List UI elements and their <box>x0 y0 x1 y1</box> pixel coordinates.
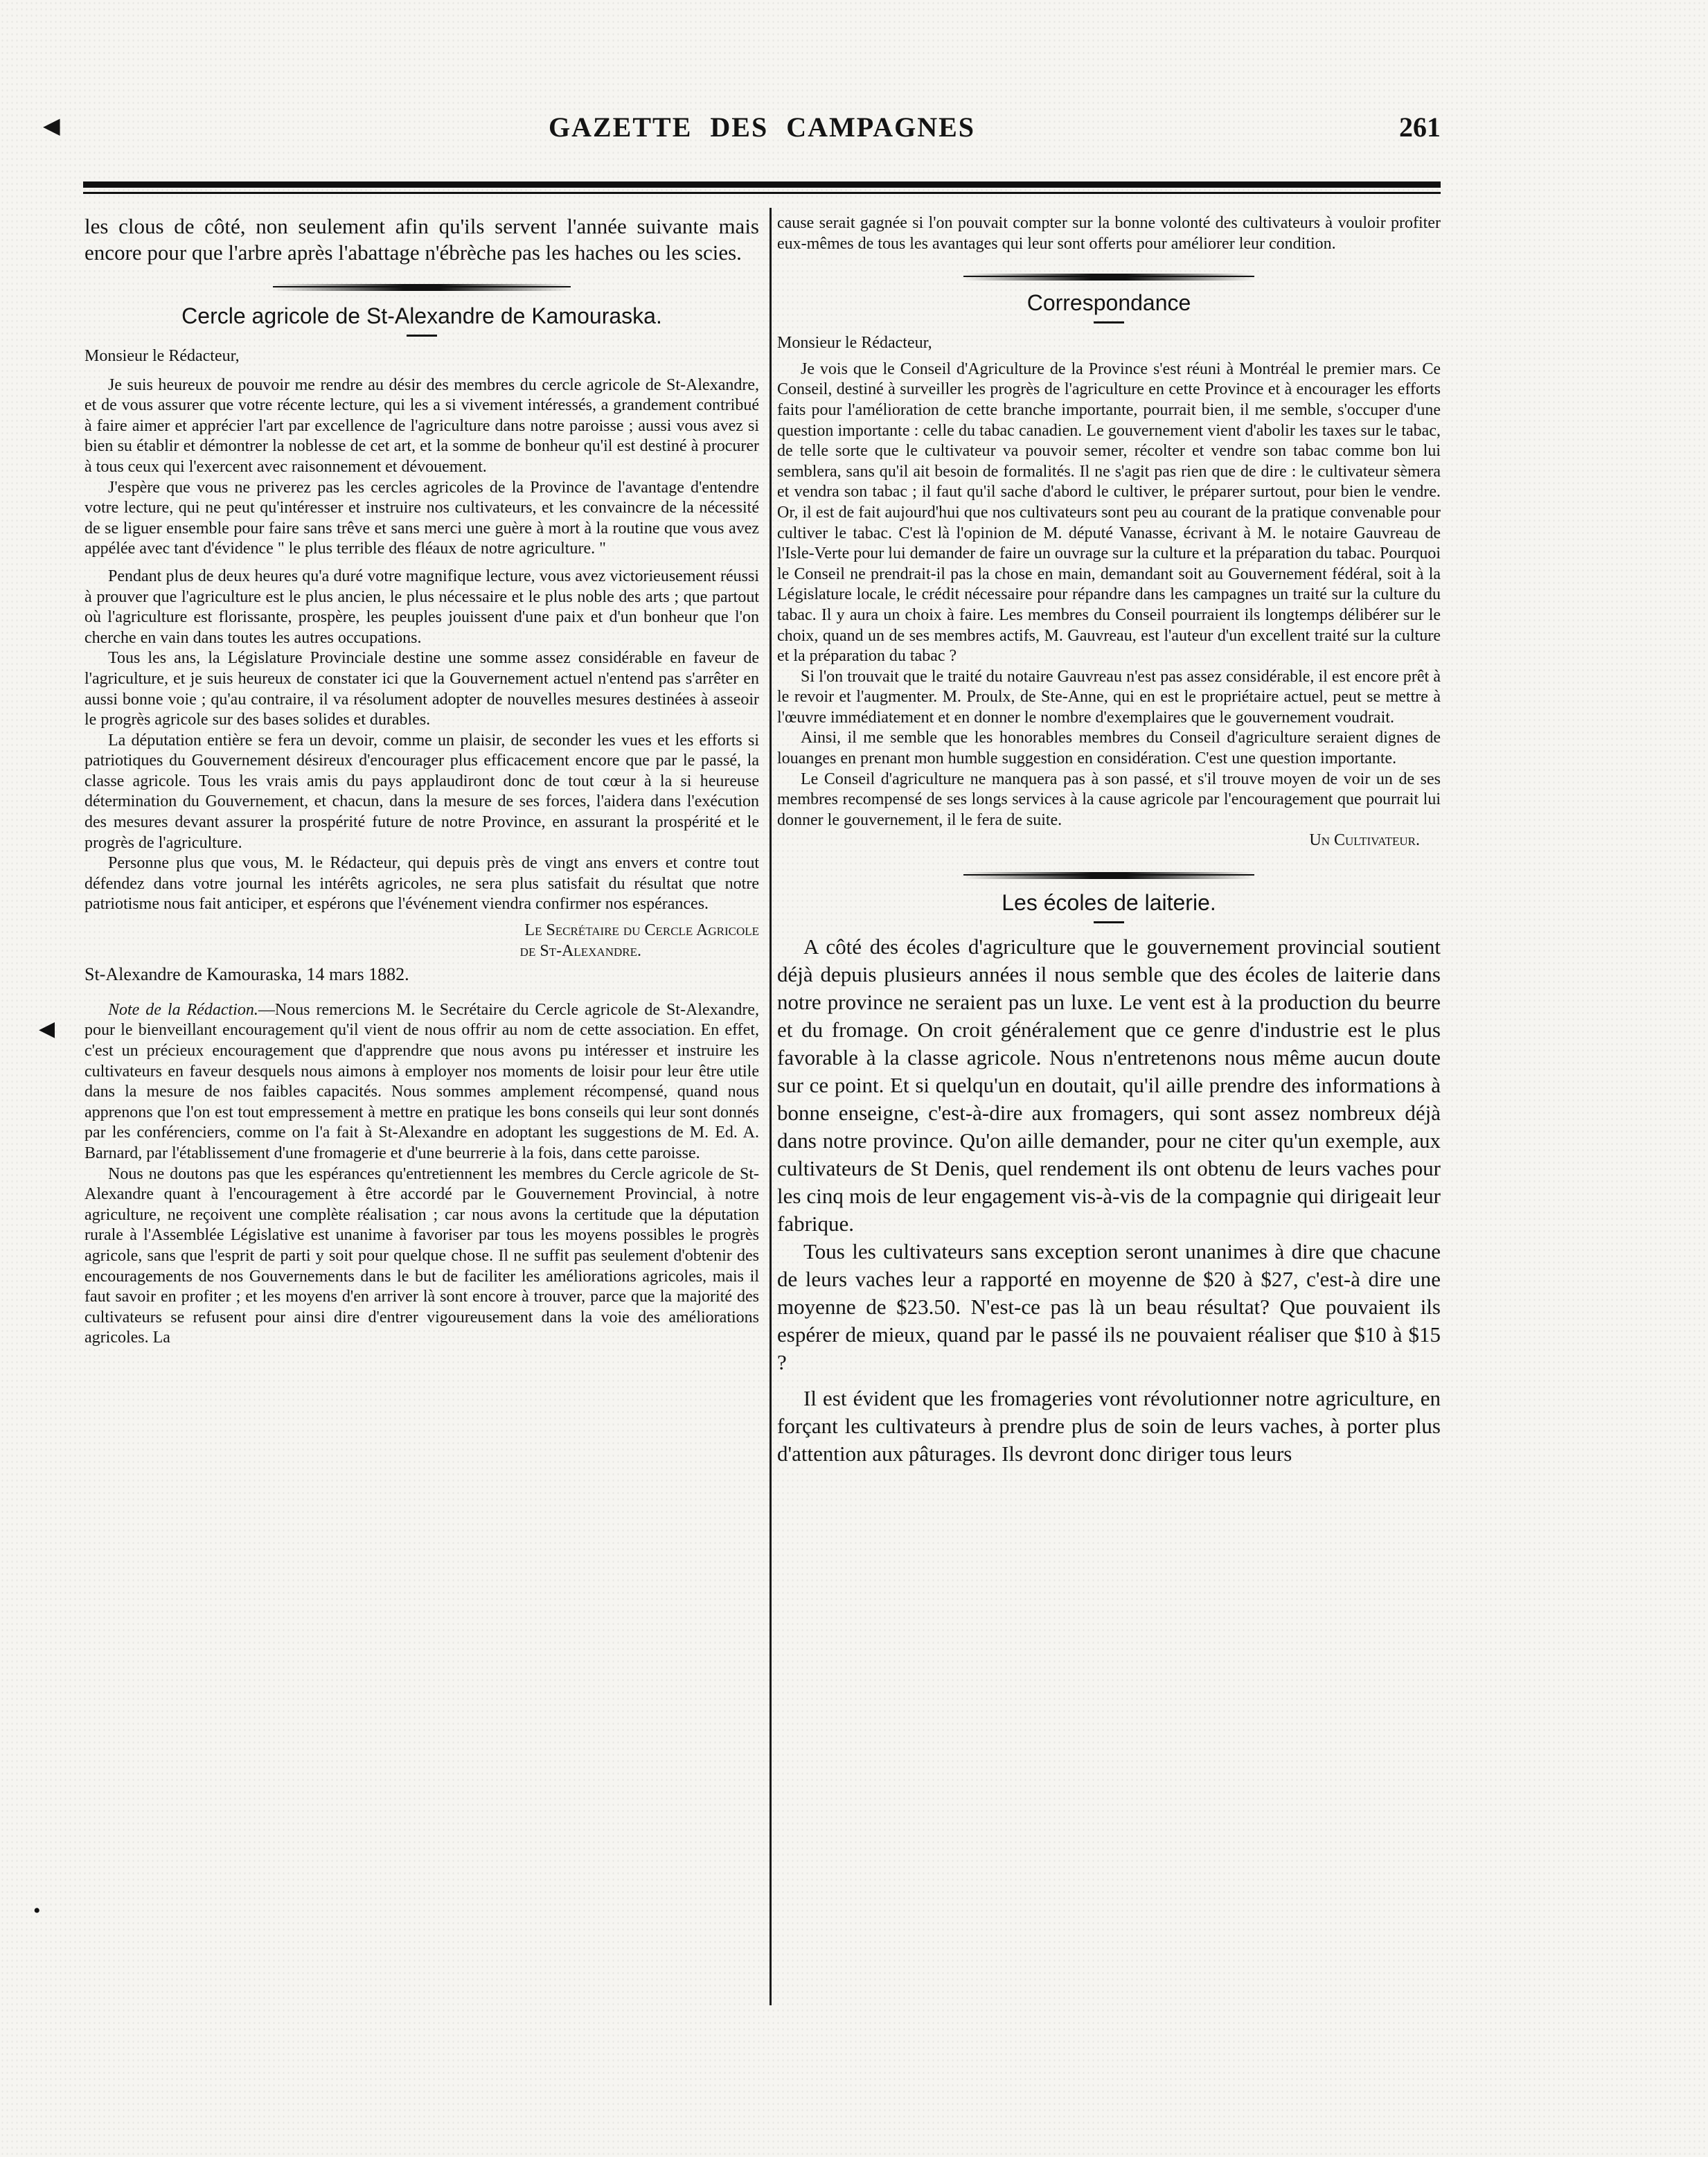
section-ornament <box>963 872 1254 879</box>
letter-paragraph: Si l'on trouvait que le traité du notaire Gauvreau n'est pas assez considérable, il est encore prêt à le revoir et l'augmenter. M. Proulx, de Ste-Anne, qui en est le propriétaire actuel, peut se mettre à l'œuvre immédiatement et en donner le nombre d'exemplaires que le gouvernement voudrait. <box>777 667 1441 727</box>
signature-line: Le Secrétaire du Cercle Agricole <box>524 921 759 940</box>
running-title: GAZETTE DES CAMPAGNES <box>548 112 975 143</box>
title-dash <box>1094 921 1124 923</box>
continuation-text: cause serait gagnée si l'on pouvait compter sur la bonne volonté des cultivateurs à vouloir profiter eux-mêmes de tous les avantages qui leur sont offerts pour améliorer leur condition. <box>777 214 1441 253</box>
salutation: Monsieur le Rédacteur, <box>84 347 240 365</box>
section-ornament <box>963 274 1254 281</box>
article-paragraph: Il est évident que les fromageries vont révolutionner notre agriculture, en forçant les cultivateurs à prendre plus de soin de leurs vaches, à porter plus d'attention aux pâturages. Ils devront donc diriger tous leurs <box>777 1386 1441 1466</box>
letter-paragraph: Pendant plus de deux heures qu'a duré votre magnifique lecture, vous avez victorieusement réussi à prouver que l'agriculture est le plus ancien, le plus nécessaire et le plus noble des arts ; que partout où l'agriculture est florissante, prospère, les peuples jouissent d'une paix et d'un bonheur que l'on cherche en vain dans toutes les autres occupations. <box>84 567 759 647</box>
margin-arrow-icon: ◀ <box>39 1018 55 1040</box>
dateline: St-Alexandre de Kamouraska, 14 mars 1882. <box>84 964 409 985</box>
left-column <box>84 213 759 1349</box>
article-title: Cercle agricole de St-Alexandre de Kamouraska. <box>181 303 662 328</box>
section-ornament <box>273 284 571 291</box>
page-header <box>43 111 1441 152</box>
editor-note-continued: Nous ne doutons pas que les espérances qu'entretiennent les membres du Cercle agricole de St-Alexandre quant à l'encouragement à être accordé par le Gouvernement Provincial, à notre agriculture, ne reçoivent une complète réalisation ; car nous avons la certitude que la députation rurale à l'Assemblée Législative est unanime à favoriser par tous les moyens possibles le progrès agricole, sans que l'esprit de parti y soit pour quelque chose. Il ne suffit pas seulement d'obtenir des encouragements de nos Gouvernements dans le but de faciliter les améliorations agricoles, mais il faut savoir en profiter ; et les moyens d'en arriver là sont encore à trouver, parce que la majorité des cultivateurs se refusent pour ainsi dire d'entrer vigoureusement dans la voie des améliorations agricoles. La <box>84 1164 759 1347</box>
letter-paragraph: Personne plus que vous, M. le Rédacteur, qui depuis près de vingt ans envers et contre tout défendez dans votre journal les intérêts agricoles, ne sera plus satisfait du résultat que notre patriotisme nous fait anticiper, et espérons que l'événement viendra confirmer nos espérances. <box>84 854 759 914</box>
letter-paragraph: Le Conseil d'agriculture ne manquera pas à son passé, et s'il trouve moyen de voir un de ses membres recompensé de ses longs services à la cause agricole par l'encouragement que pourrait lui donner le gouvernement, il le fera de suite. <box>777 770 1441 829</box>
letter-paragraph: La députation entière se fera un devoir, comme un plaisir, de seconder les vues et les efforts si patriotiques du Gouvernement désireux d'encourager plus efficacement encore que par le passé, la classe agricole. Tous les vrais amis du pays applaudiront donc de tout cœur à la si heureuse détermination du Gouvernement, et chacun, dans la mesure de ses forces, l'aidera dans l'exécution des mesures devant assurer la prospérité future de notre Province, en assurant la prospérité et le progrès de l'agriculture. <box>84 731 759 852</box>
column-divider <box>770 208 772 2005</box>
header-rule-thin <box>83 192 1441 194</box>
article-paragraph: Tous les cultivateurs sans exception seront unanimes à dire que chacune de leurs vaches leur a rapporté en moyenne de $20 à $27, c'est-à dire une moyenne de $23.50. N'est-ce pas là un beau résultat? Que pouvaient ils espérer de mieux, quand par le passé ils ne pouvaient réaliser que $10 à $15 ? <box>777 1239 1441 1375</box>
salutation: Monsieur le Rédacteur, <box>777 334 932 353</box>
letter-paragraph: J'espère que vous ne priverez pas les cercles agricoles de la Province de l'avantage d'entendre votre lecture, qui ne peut qu'intéresser et instruire nos cultivateurs, et les convaincre de la nécessité de se liguer ensemble pour faire sans trêve et sans merci une guère à mort à la routine que vous avez appélée avec tant d'évidence " le plus terrible des fléaux de notre agriculture. " <box>84 478 759 558</box>
note-text: —Nous remercions M. le Secrétaire du Cercle agricole de St-Alexandre, pour le bienveillant encouragement qu'il vient de nous offrir au nom de cette association. En effet, c'est un précieux encouragement que d'apprendre que nous avons pu intéresser et instruire les cultivateurs en faveur desquels nous aimons à employer nos moments de loisir pour leur être utile dans la mesure de nos faibles capacités. Nous sommes amplement récompensé, quand nous apprenons que l'on est tout empressement à mettre en pratique les bons conseils qui leur sont donnés par les conférenciers, comme on l'a fait à St-Alexandre en adoptant les suggestions de M. Ed. A. Barnard, par l'établissement d'une fromagerie et d'une beurrerie à la fois, dans cette paroisse. <box>84 1000 759 1162</box>
page-number: 261 <box>1399 112 1441 143</box>
letter-paragraph: Je suis heureux de pouvoir me rendre au désir des membres du cercle agricole de St-Alexandre, et de vous assurer que votre récente lecture, qui les a si vivement intéressés, a grandement contribué à faire aimer et apprécier l'art par excellence de l'agriculture dans notre paroisse ; aussi vous avez si bien su établir et démontrer la noblesse de cet art, et la somme de bonheur qu'il est destiné à procurer à tous ceux qui l'exercent avec raisonnement et dévouement. <box>84 375 759 476</box>
article-title: Correspondance <box>1026 290 1191 316</box>
article-paragraph: A côté des écoles d'agriculture que le gouvernement provincial soutient déjà depuis plusieurs années il nous semble que des écoles de laiterie dans notre province ne seraient pas un luxe. Le vent est à la production du beurre et du fromage. On croit généralement que ce genre d'industrie est le plus favorable à la classe agricole. Nous n'entretenons nous même aucun doute sur ce point. Et si quelqu'un en doutait, qu'il aille prendre des informations à bonne enseigne, c'est-à-dire aux fromagers, qui sont assez nombreux déjà dans notre province. Qu'on aille demander, pour ne citer qu'un exemple, aux cultivateurs de St Denis, quel rendement ils ont obtenu de leurs vaches pour les cinq mois de leur engagement vis-à-vis de la compagnie qui dirigeait leur fabrique. <box>777 934 1441 1236</box>
right-column <box>777 213 1441 1468</box>
header-rule-thick <box>83 181 1441 188</box>
signature: Un Cultivateur. <box>1309 831 1420 850</box>
margin-bullet-icon: • <box>33 1899 41 1922</box>
signature-line: de St-Alexandre. <box>519 941 641 960</box>
letter-paragraph: Je vois que le Conseil d'Agriculture de la Province s'est réuni à Montréal le premier mars. Ce Conseil, destiné à surveiller les progrès de l'agriculture en cette Province et à encourager les efforts faits pour l'amélioration de cette branche importante, pourrait bien, il me semble, s'occuper d'une question importante : celle du tabac canadien. Le gouvernement vient d'abolir les taxes sur le tabac, de telle sorte que le cultivateur va pouvoir semer, récolter et vendre son tabac comme bon lui semblera, sans qu'il ait besoin de formalités. Il ne s'agit pas rien que de dire : le cultivateur sèmera et vendra son tabac ; il faut qu'il sache d'abord le cultiver, le préparer surtout, pour bien le vendre. Or, il est de fait aujourd'hui que nos cultivateurs sont peu au courant de la pratique convenable pour cultiver le tabac. C'est là l'opinion de M. député Vanasse, écrivant à M. le notaire Gauvreau de l'Isle-Verte pour lui demander de faire un ouvrage sur la culture et la préparation du tabac. Pourquoi le Conseil ne prendrait-il pas la chose en main, demandant soit au Gouvernement fédéral, soit à la Législature locale, le crédit nécessaire pour répandre dans les campagnes un traité sur la culture du tabac. Il y aura un choix à faire. Les membres du Conseil pourraient ils longtemps délibérer sur le choix, quand un de ses membres actifs, M. Gauvreau, est l'auteur d'un excellent traité sur la culture et la préparation du tabac ? <box>777 360 1441 666</box>
title-dash <box>1094 321 1124 323</box>
letter-paragraph: Ainsi, il me semble que les honorables membres du Conseil d'agriculture seraient dignes de louanges en prenant mon humble suggestion en considération. C'est une question importante. <box>777 729 1441 768</box>
article-title: Les écoles de laiterie. <box>1002 890 1216 916</box>
editor-note <box>84 1000 759 1164</box>
left-arrow-icon: ◀ <box>43 113 60 138</box>
continuation-text: les clous de côté, non seulement afin qu'ils servent l'année suivante mais encore pour que l'arbre après l'abattage n'ébrèche pas les haches ou les scies. <box>84 214 759 265</box>
letter-paragraph: Tous les ans, la Législature Provinciale destine une somme assez considérable en faveur de l'agriculture, et je suis heureux de constater ici que la Gouvernement actuel n'entend pas s'arrêter en aussi bonne voie ; qu'au contraire, il va résolument adopter de nouvelles mesures destinées à asseoir le progrès agricole sur des bases solides et durables. <box>84 649 759 729</box>
title-dash <box>407 335 437 337</box>
note-label: Note de la Rédaction. <box>108 1000 258 1019</box>
article-body <box>777 933 1441 1468</box>
